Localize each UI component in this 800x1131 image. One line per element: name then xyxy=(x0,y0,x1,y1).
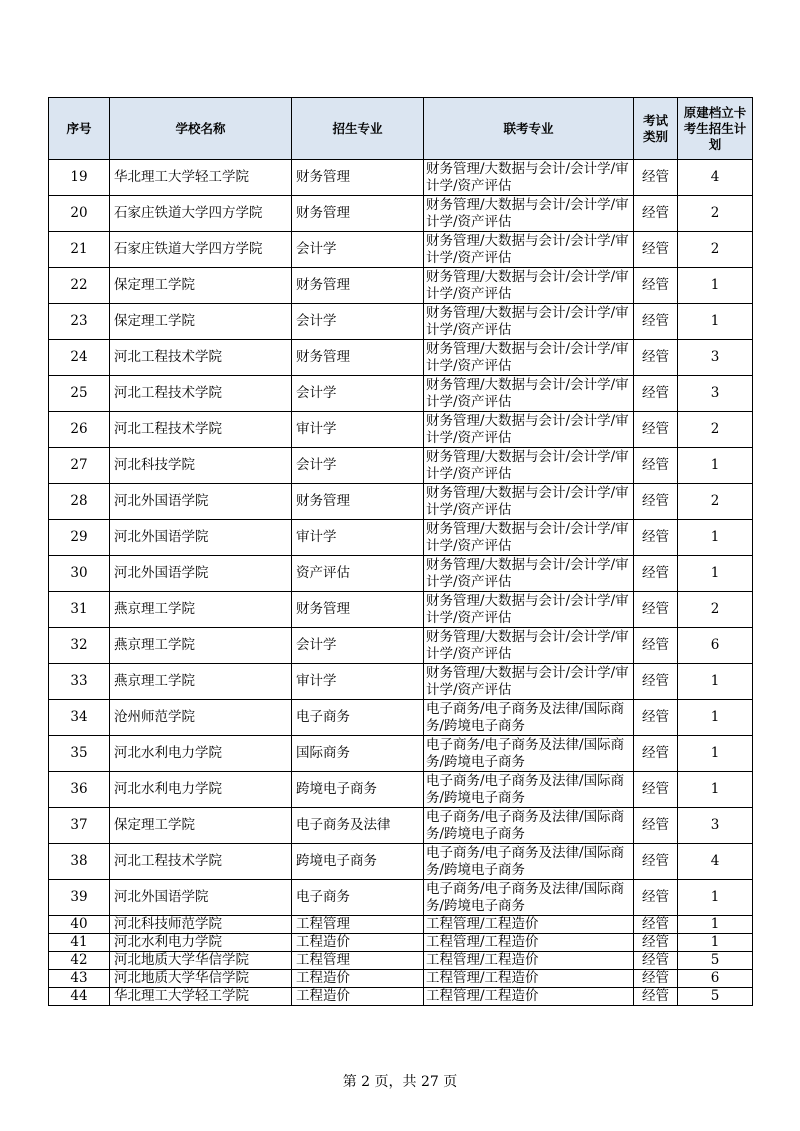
cell-plan: 4 xyxy=(678,844,753,880)
cell-category: 经管 xyxy=(634,592,678,628)
cell-major: 跨境电子商务 xyxy=(292,772,424,808)
cell-num: 30 xyxy=(49,556,110,592)
cell-major: 审计学 xyxy=(292,412,424,448)
cell-category: 经管 xyxy=(634,196,678,232)
cell-num: 24 xyxy=(49,340,110,376)
cell-exam-major: 电子商务/电子商务及法律/国际商务/跨境电子商务 xyxy=(424,736,634,772)
cell-school: 保定理工学院 xyxy=(110,304,292,340)
header-plan-text: 原建档立卡考生招生计划 xyxy=(683,104,747,152)
table-row xyxy=(49,592,753,628)
cell-num: 31 xyxy=(49,592,110,628)
cell-major: 工程造价 xyxy=(292,988,424,1006)
cell-school: 河北水利电力学院 xyxy=(110,772,292,808)
cell-school: 河北外国语学院 xyxy=(110,880,292,916)
cell-major: 财务管理 xyxy=(292,484,424,520)
cell-category: 经管 xyxy=(634,556,678,592)
cell-exam-major: 财务管理/大数据与会计/会计学/审计学/资产评估 xyxy=(424,664,634,700)
cell-num: 23 xyxy=(49,304,110,340)
cell-category: 经管 xyxy=(634,988,678,1006)
cell-major: 会计学 xyxy=(292,448,424,484)
header-exam-major: 联考专业 xyxy=(424,98,634,160)
table-body xyxy=(49,160,753,1006)
cell-category: 经管 xyxy=(634,448,678,484)
cell-major: 工程造价 xyxy=(292,970,424,988)
cell-plan: 5 xyxy=(678,988,753,1006)
cell-major: 跨境电子商务 xyxy=(292,844,424,880)
cell-major: 电子商务 xyxy=(292,700,424,736)
cell-num: 20 xyxy=(49,196,110,232)
cell-plan: 1 xyxy=(678,304,753,340)
table-row xyxy=(49,448,753,484)
cell-school: 燕京理工学院 xyxy=(110,664,292,700)
cell-school: 河北工程技术学院 xyxy=(110,340,292,376)
cell-num: 22 xyxy=(49,268,110,304)
cell-exam-major: 电子商务/电子商务及法律/国际商务/跨境电子商务 xyxy=(424,880,634,916)
cell-exam-major: 财务管理/大数据与会计/会计学/审计学/资产评估 xyxy=(424,412,634,448)
table-row xyxy=(49,736,753,772)
cell-plan: 1 xyxy=(678,448,753,484)
table-row xyxy=(49,700,753,736)
cell-plan: 2 xyxy=(678,196,753,232)
cell-category: 经管 xyxy=(634,808,678,844)
cell-plan: 2 xyxy=(678,232,753,268)
cell-plan: 1 xyxy=(678,916,753,934)
cell-major: 财务管理 xyxy=(292,340,424,376)
cell-num: 33 xyxy=(49,664,110,700)
cell-plan: 2 xyxy=(678,592,753,628)
header-plan xyxy=(678,98,753,160)
cell-school: 河北科技学院 xyxy=(110,448,292,484)
cell-school: 燕京理工学院 xyxy=(110,592,292,628)
table-row xyxy=(49,628,753,664)
cell-num: 40 xyxy=(49,916,110,934)
cell-category: 经管 xyxy=(634,700,678,736)
cell-num: 39 xyxy=(49,880,110,916)
table-row xyxy=(49,484,753,520)
cell-exam-major: 财务管理/大数据与会计/会计学/审计学/资产评估 xyxy=(424,196,634,232)
cell-school: 河北科技师范学院 xyxy=(110,916,292,934)
cell-num: 19 xyxy=(49,160,110,196)
cell-major: 会计学 xyxy=(292,232,424,268)
cell-plan: 3 xyxy=(678,340,753,376)
cell-school: 燕京理工学院 xyxy=(110,628,292,664)
cell-major: 工程管理 xyxy=(292,916,424,934)
table-row xyxy=(49,970,753,988)
table-row xyxy=(49,304,753,340)
table-row xyxy=(49,880,753,916)
cell-exam-major: 财务管理/大数据与会计/会计学/审计学/资产评估 xyxy=(424,520,634,556)
cell-major: 会计学 xyxy=(292,304,424,340)
cell-num: 41 xyxy=(49,934,110,952)
header-major: 招生专业 xyxy=(292,98,424,160)
cell-plan: 1 xyxy=(678,520,753,556)
cell-major: 财务管理 xyxy=(292,592,424,628)
cell-category: 经管 xyxy=(634,520,678,556)
table-row xyxy=(49,772,753,808)
cell-num: 37 xyxy=(49,808,110,844)
cell-school: 华北理工大学轻工学院 xyxy=(110,988,292,1006)
cell-category: 经管 xyxy=(634,268,678,304)
cell-exam-major: 工程管理/工程造价 xyxy=(424,988,634,1006)
cell-category: 经管 xyxy=(634,880,678,916)
cell-school: 沧州师范学院 xyxy=(110,700,292,736)
cell-num: 35 xyxy=(49,736,110,772)
cell-num: 44 xyxy=(49,988,110,1006)
cell-category: 经管 xyxy=(634,916,678,934)
table-row xyxy=(49,952,753,970)
cell-num: 29 xyxy=(49,520,110,556)
cell-major: 工程管理 xyxy=(292,952,424,970)
cell-exam-major: 财务管理/大数据与会计/会计学/审计学/资产评估 xyxy=(424,160,634,196)
cell-category: 经管 xyxy=(634,934,678,952)
cell-exam-major: 电子商务/电子商务及法律/国际商务/跨境电子商务 xyxy=(424,844,634,880)
cell-plan: 1 xyxy=(678,934,753,952)
cell-num: 42 xyxy=(49,952,110,970)
table-row xyxy=(49,988,753,1006)
cell-num: 38 xyxy=(49,844,110,880)
cell-school: 河北外国语学院 xyxy=(110,520,292,556)
cell-exam-major: 财务管理/大数据与会计/会计学/审计学/资产评估 xyxy=(424,232,634,268)
cell-category: 经管 xyxy=(634,304,678,340)
table-row xyxy=(49,934,753,952)
cell-major: 财务管理 xyxy=(292,268,424,304)
cell-school: 河北工程技术学院 xyxy=(110,376,292,412)
page-footer: 第 2 页，共 27 页 xyxy=(342,1074,458,1090)
cell-category: 经管 xyxy=(634,340,678,376)
cell-plan: 6 xyxy=(678,970,753,988)
cell-major: 会计学 xyxy=(292,628,424,664)
cell-major: 国际商务 xyxy=(292,736,424,772)
header-num: 序号 xyxy=(49,98,110,160)
cell-plan: 5 xyxy=(678,952,753,970)
header-school: 学校名称 xyxy=(110,98,292,160)
cell-category: 经管 xyxy=(634,772,678,808)
header-category xyxy=(634,98,678,160)
admissions-table xyxy=(48,97,753,1006)
cell-plan: 1 xyxy=(678,268,753,304)
table-row xyxy=(49,160,753,196)
cell-exam-major: 工程管理/工程造价 xyxy=(424,952,634,970)
table-row xyxy=(49,664,753,700)
table-row xyxy=(49,232,753,268)
header-row xyxy=(49,98,753,160)
table-row xyxy=(49,808,753,844)
cell-exam-major: 财务管理/大数据与会计/会计学/审计学/资产评估 xyxy=(424,268,634,304)
cell-category: 经管 xyxy=(634,736,678,772)
table-row xyxy=(49,340,753,376)
cell-exam-major: 工程管理/工程造价 xyxy=(424,970,634,988)
cell-plan: 1 xyxy=(678,664,753,700)
cell-plan: 6 xyxy=(678,628,753,664)
table-row xyxy=(49,520,753,556)
cell-category: 经管 xyxy=(634,628,678,664)
cell-num: 26 xyxy=(49,412,110,448)
cell-plan: 1 xyxy=(678,700,753,736)
cell-exam-major: 电子商务/电子商务及法律/国际商务/跨境电子商务 xyxy=(424,700,634,736)
cell-plan: 3 xyxy=(678,808,753,844)
cell-category: 经管 xyxy=(634,376,678,412)
cell-school: 河北水利电力学院 xyxy=(110,934,292,952)
table-row xyxy=(49,916,753,934)
cell-plan: 1 xyxy=(678,556,753,592)
cell-category: 经管 xyxy=(634,232,678,268)
cell-num: 27 xyxy=(49,448,110,484)
cell-school: 河北外国语学院 xyxy=(110,484,292,520)
cell-exam-major: 工程管理/工程造价 xyxy=(424,934,634,952)
cell-major: 财务管理 xyxy=(292,160,424,196)
cell-major: 工程造价 xyxy=(292,934,424,952)
cell-num: 34 xyxy=(49,700,110,736)
table-row xyxy=(49,556,753,592)
cell-exam-major: 电子商务/电子商务及法律/国际商务/跨境电子商务 xyxy=(424,808,634,844)
cell-major: 审计学 xyxy=(292,520,424,556)
table-row xyxy=(49,196,753,232)
cell-exam-major: 电子商务/电子商务及法律/国际商务/跨境电子商务 xyxy=(424,772,634,808)
cell-major: 电子商务及法律 xyxy=(292,808,424,844)
cell-plan: 2 xyxy=(678,484,753,520)
cell-exam-major: 工程管理/工程造价 xyxy=(424,916,634,934)
cell-category: 经管 xyxy=(634,970,678,988)
cell-plan: 1 xyxy=(678,736,753,772)
cell-school: 石家庄铁道大学四方学院 xyxy=(110,232,292,268)
cell-major: 电子商务 xyxy=(292,880,424,916)
cell-num: 43 xyxy=(49,970,110,988)
cell-plan: 4 xyxy=(678,160,753,196)
cell-plan: 1 xyxy=(678,772,753,808)
cell-school: 石家庄铁道大学四方学院 xyxy=(110,196,292,232)
cell-major: 审计学 xyxy=(292,664,424,700)
cell-school: 河北工程技术学院 xyxy=(110,844,292,880)
cell-exam-major: 财务管理/大数据与会计/会计学/审计学/资产评估 xyxy=(424,448,634,484)
cell-plan: 2 xyxy=(678,412,753,448)
table-row xyxy=(49,376,753,412)
cell-category: 经管 xyxy=(634,160,678,196)
table-row xyxy=(49,268,753,304)
cell-major: 财务管理 xyxy=(292,196,424,232)
cell-num: 25 xyxy=(49,376,110,412)
cell-school: 保定理工学院 xyxy=(110,808,292,844)
cell-school: 河北地质大学华信学院 xyxy=(110,970,292,988)
cell-num: 32 xyxy=(49,628,110,664)
cell-school: 河北工程技术学院 xyxy=(110,412,292,448)
cell-school: 保定理工学院 xyxy=(110,268,292,304)
cell-exam-major: 财务管理/大数据与会计/会计学/审计学/资产评估 xyxy=(424,340,634,376)
cell-major: 资产评估 xyxy=(292,556,424,592)
cell-num: 36 xyxy=(49,772,110,808)
header-category-text: 考试类别 xyxy=(642,112,668,144)
cell-category: 经管 xyxy=(634,844,678,880)
cell-category: 经管 xyxy=(634,412,678,448)
cell-school: 华北理工大学轻工学院 xyxy=(110,160,292,196)
cell-school: 河北外国语学院 xyxy=(110,556,292,592)
table-row xyxy=(49,844,753,880)
cell-exam-major: 财务管理/大数据与会计/会计学/审计学/资产评估 xyxy=(424,592,634,628)
cell-school: 河北地质大学华信学院 xyxy=(110,952,292,970)
cell-exam-major: 财务管理/大数据与会计/会计学/审计学/资产评估 xyxy=(424,304,634,340)
cell-exam-major: 财务管理/大数据与会计/会计学/审计学/资产评估 xyxy=(424,484,634,520)
cell-exam-major: 财务管理/大数据与会计/会计学/审计学/资产评估 xyxy=(424,628,634,664)
cell-plan: 3 xyxy=(678,376,753,412)
cell-plan: 1 xyxy=(678,880,753,916)
cell-exam-major: 财务管理/大数据与会计/会计学/审计学/资产评估 xyxy=(424,376,634,412)
cell-num: 28 xyxy=(49,484,110,520)
cell-major: 会计学 xyxy=(292,376,424,412)
cell-num: 21 xyxy=(49,232,110,268)
cell-school: 河北水利电力学院 xyxy=(110,736,292,772)
cell-category: 经管 xyxy=(634,952,678,970)
cell-exam-major: 财务管理/大数据与会计/会计学/审计学/资产评估 xyxy=(424,556,634,592)
cell-category: 经管 xyxy=(634,664,678,700)
table-row xyxy=(49,412,753,448)
cell-category: 经管 xyxy=(634,484,678,520)
